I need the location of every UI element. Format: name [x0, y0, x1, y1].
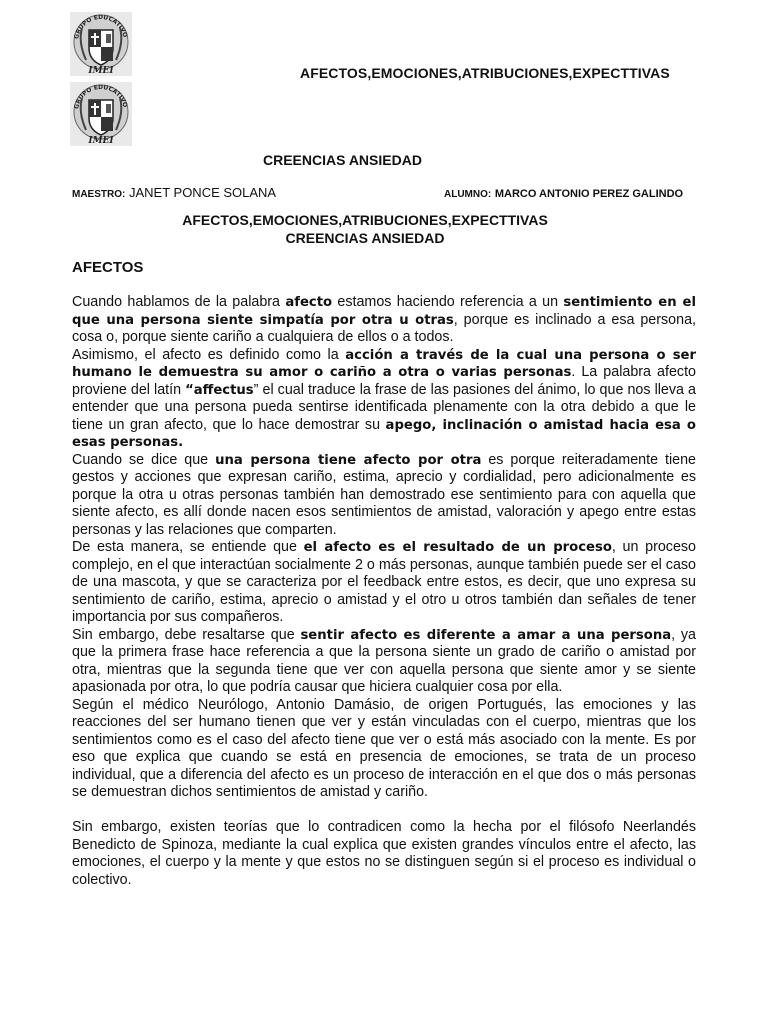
paragraph: Según el médico Neurólogo, Antonio Damásio, de origen Portugués, las emociones y las reacciones del ser humano tienen que ver y están vinculadas con el cuerpo, mientras que los sentimientos como es el caso del afecto tiene que ver o está más asociado con la mente. Es por eso que explica que cuando se está en presencia de emociones, se trata de un proceso individual, que a diferencia del afecto es un proceso de interacción en el que dos o más personas se demuestran dichos sentimientos de amistad y cariño. [72, 696, 696, 800]
svg-text:IMEI: IMEI [88, 66, 114, 76]
student-info [444, 185, 683, 200]
teacher-info [72, 185, 276, 200]
crest-icon [70, 12, 132, 76]
student-label: ALUMNO: [444, 189, 492, 200]
teacher-name: JANET PONCE SOLANA [128, 185, 277, 200]
crest-icon [70, 82, 132, 146]
school-logo [70, 12, 132, 76]
svg-text:IMEI: IMEI [88, 136, 114, 146]
teacher-label: MAESTRO: [72, 189, 126, 200]
svg-text:GRUPO EDUCATIVO: GRUPO EDUCATIVO [73, 13, 129, 40]
paragraph: Asimismo, el afecto es definido como la acción a través de la cual una persona o ser humano le demuestra su amor o cariño a otra o varias personas. La palabra afecto proviene del latín “affectus” el cual traduce la frase de las pasiones del ánimo, lo que nos lleva a entender que una persona pueda sentirse identificada plenamente con la otra debido a que le tiene un gran afecto, que lo hace demostrar su apego, inclinación o amistad hacia esa o esas personas. [72, 346, 696, 450]
header-title: AFECTOS,EMOCIONES,ATRIBUCIONES,EXPECTTIVAS [300, 65, 670, 81]
paragraph: Sin embargo, existen teorías que lo contradicen como la hecha por el filósofo Neerlandés Benedicto de Spinoza, mediante la cual explica que existen grandes vínculos entre el afecto, las emociones, el cuerpo y la mente y que estos no se distinguen según si el proceso es individual o colectivo. [72, 819, 696, 888]
svg-text:GRUPO EDUCATIVO: GRUPO EDUCATIVO [73, 83, 129, 110]
paragraph: Cuando hablamos de la palabra afecto estamos haciendo referencia a un sentimiento en el que una persona siente simpatía por otra u otras, porque es inclinado a esa persona, cosa o, porque siente cariño a cualquiera de ellos o a todos. [72, 294, 696, 345]
paragraph: Sin embargo, debe resaltarse que sentir afecto es diferente a amar a una persona, ya que la primera frase hace referencia a que la persona siente un grado de cariño o amistad por otra, mientras que la segunda tiene que ver con aquella persona que siente amor y se siente apasionada por otra, lo que podría causar que hiciera cualquier cosa por ella. [72, 626, 697, 695]
document-body [72, 294, 696, 889]
section-heading: AFECTOS [72, 259, 144, 276]
document-subtitle: CREENCIAS ANSIEDAD [285, 230, 445, 246]
paragraph: De esta manera, se entiende que el afecto es el resultado de un proceso, un proceso complejo, en el que interactúan socialmente 2 o más personas, aunque también puede ser el caso de una mascota, y que se caracteriza por el feedback entre estos, es decir, que uno expresa su sentimiento de cariño, estima, aprecio o amistad y el otro u otros también dan señales de tener importancia por sus compañeros. [72, 539, 696, 625]
student-name: MARCO ANTONIO PEREZ GALINDO [494, 188, 684, 200]
header-subtitle: CREENCIAS ANSIEDAD [263, 152, 422, 168]
school-logo-duplicate [70, 82, 132, 146]
paragraph: Cuando se dice que una persona tiene afecto por otra es porque reiteradamente tiene gestos y acciones que expresan cariño, estima, aprecio y cordialidad, pero adicionalmente es porque la otra u otras personas también han demostrado ese sentimiento para con aquella que siente afecto, es allí donde nacen esos sentimientos de amistad, valoración y apego entre estas personas y las relaciones que comparten. [72, 451, 696, 538]
document-title: AFECTOS,EMOCIONES,ATRIBUCIONES,EXPECTTIVAS [182, 212, 548, 228]
